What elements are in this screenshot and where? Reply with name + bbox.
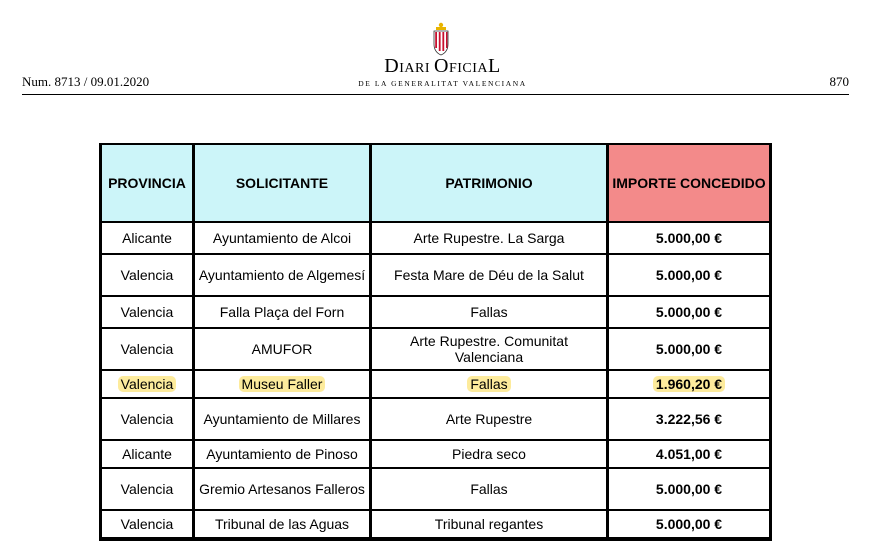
cell-solicitante xyxy=(195,371,369,397)
cell-solicitante xyxy=(195,399,369,439)
cell-solicitante xyxy=(195,297,369,327)
cell-solicitante-text: Gremio Artesanos Falleros xyxy=(199,481,365,497)
issue-number: Num. 8713 / 09.01.2020 xyxy=(22,74,150,89)
cell-patrimonio-text: Tribunal regantes xyxy=(434,516,544,532)
cell-provincia xyxy=(102,441,192,467)
cell-provincia xyxy=(102,329,192,369)
cell-provincia-text: Valencia xyxy=(120,516,174,532)
cell-patrimonio-text: Arte Rupestre. La Sarga xyxy=(413,230,565,246)
cell-patrimonio xyxy=(372,511,606,537)
cell-patrimonio-text: Festa Mare de Déu de la Salut xyxy=(394,267,584,283)
cell-provincia-text: Valencia xyxy=(120,341,174,357)
grants-table xyxy=(99,143,772,541)
journal-title: DIARI OFICIAL xyxy=(384,55,501,77)
page-number: 870 xyxy=(829,74,849,89)
cell-importe-text: 3.222,56 € xyxy=(655,411,723,427)
cell-provincia-text: Alicante xyxy=(122,230,172,246)
cell-solicitante-text: AMUFOR xyxy=(251,341,313,357)
cell-provincia-text: Valencia xyxy=(120,304,174,320)
cell-importe xyxy=(609,297,769,327)
masthead xyxy=(330,56,555,89)
header-importe: IMPORTE CONCEDIDO xyxy=(609,145,769,221)
header-rule xyxy=(22,94,849,95)
cell-provincia-text: Valencia xyxy=(118,376,177,392)
cell-provincia-text: Valencia xyxy=(120,411,174,427)
cell-solicitante-text: Ayuntamiento de Alcoi xyxy=(212,230,352,246)
cell-patrimonio xyxy=(372,255,606,295)
cell-provincia xyxy=(102,255,192,295)
cell-patrimonio xyxy=(372,399,606,439)
cell-patrimonio-text: Fallas xyxy=(470,481,508,497)
table-row xyxy=(102,511,769,537)
header-provincia: PROVINCIA xyxy=(102,145,192,221)
cell-solicitante xyxy=(195,511,369,537)
table-row xyxy=(102,441,769,467)
cell-solicitante-text: Ayuntamiento de Millares xyxy=(203,411,361,427)
cell-solicitante-text: Museu Faller xyxy=(239,376,326,392)
cell-importe xyxy=(609,511,769,537)
journal-subtitle: DE LA GENERALITAT VALENCIANA xyxy=(358,79,527,88)
cell-importe xyxy=(609,255,769,295)
cell-provincia xyxy=(102,511,192,537)
cell-solicitante xyxy=(195,441,369,467)
cell-importe-text: 5.000,00 € xyxy=(655,481,723,497)
cell-provincia xyxy=(102,223,192,253)
cell-provincia-text: Valencia xyxy=(120,481,174,497)
cell-solicitante xyxy=(195,255,369,295)
table-row xyxy=(102,255,769,295)
cell-solicitante-text: Falla Plaça del Forn xyxy=(219,304,345,320)
cell-patrimonio xyxy=(372,223,606,253)
cell-patrimonio-text: Fallas xyxy=(467,376,510,392)
cell-importe-text: 5.000,00 € xyxy=(655,267,723,283)
table-body xyxy=(102,223,769,537)
cell-importe xyxy=(609,399,769,439)
cell-importe xyxy=(609,371,769,397)
cell-patrimonio xyxy=(372,371,606,397)
cell-solicitante-text: Ayuntamiento de Pinoso xyxy=(206,446,358,462)
cell-provincia xyxy=(102,469,192,509)
cell-importe-text: 5.000,00 € xyxy=(655,341,723,357)
cell-solicitante-text: Ayuntamiento de Algemesí xyxy=(198,267,366,283)
cell-patrimonio xyxy=(372,441,606,467)
header-solicitante: SOLICITANTE xyxy=(195,145,369,221)
generalitat-emblem-icon xyxy=(430,22,452,56)
cell-provincia xyxy=(102,371,192,397)
cell-importe xyxy=(609,329,769,369)
table-row xyxy=(102,371,769,397)
table-header-row xyxy=(102,145,769,221)
cell-patrimonio-text: Piedra seco xyxy=(452,446,526,462)
table-row xyxy=(102,223,769,253)
table-row xyxy=(102,329,769,369)
cell-importe-text: 5.000,00 € xyxy=(655,304,723,320)
table-row xyxy=(102,469,769,509)
cell-importe xyxy=(609,223,769,253)
cell-importe-text: 5.000,00 € xyxy=(655,230,723,246)
cell-solicitante xyxy=(195,223,369,253)
cell-patrimonio-text: Fallas xyxy=(470,304,508,320)
header-patrimonio: PATRIMONIO xyxy=(372,145,606,221)
cell-solicitante xyxy=(195,329,369,369)
cell-importe xyxy=(609,441,769,467)
page-header xyxy=(0,0,887,100)
cell-importe-text: 5.000,00 € xyxy=(655,516,723,532)
cell-importe xyxy=(609,469,769,509)
cell-patrimonio-text: Arte Rupestre xyxy=(445,411,533,427)
cell-patrimonio xyxy=(372,297,606,327)
cell-importe-text: 4.051,00 € xyxy=(655,446,723,462)
cell-provincia xyxy=(102,399,192,439)
cell-patrimonio-text: Arte Rupestre. Comunitat Valenciana xyxy=(410,333,568,365)
cell-provincia-text: Alicante xyxy=(122,446,172,462)
cell-importe-text: 1.960,20 € xyxy=(653,376,725,392)
table-row xyxy=(102,297,769,327)
cell-solicitante-text: Tribunal de las Aguas xyxy=(214,516,350,532)
table-row xyxy=(102,399,769,439)
cell-solicitante xyxy=(195,469,369,509)
cell-provincia-text: Valencia xyxy=(120,267,174,283)
cell-patrimonio xyxy=(372,329,606,369)
cell-provincia xyxy=(102,297,192,327)
cell-patrimonio xyxy=(372,469,606,509)
